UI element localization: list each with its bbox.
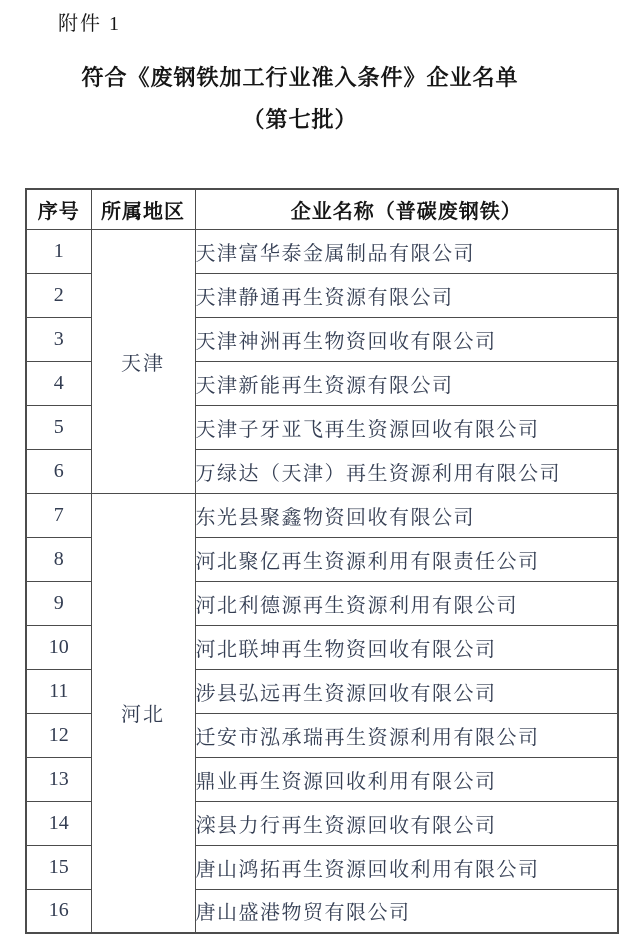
attachment-label: 附件 1 — [58, 13, 121, 35]
serial-number-cell: 7 — [26, 493, 91, 537]
serial-number-cell: 16 — [26, 889, 91, 933]
serial-number-cell: 13 — [26, 757, 91, 801]
company-name-cell: 唐山盛港物贸有限公司 — [195, 889, 618, 933]
company-name-cell: 滦县力行再生资源回收有限公司 — [195, 801, 618, 845]
serial-number-cell: 3 — [26, 317, 91, 361]
serial-number-cell: 11 — [26, 669, 91, 713]
company-name-cell: 迁安市泓承瑞再生资源利用有限公司 — [195, 713, 618, 757]
company-name-cell: 河北联坤再生物资回收有限公司 — [195, 625, 618, 669]
document-title — [0, 64, 600, 134]
table-header-row — [26, 189, 618, 229]
company-name-cell: 鼎业再生资源回收利用有限公司 — [195, 757, 618, 801]
region-cell: 河北 — [91, 493, 195, 933]
serial-number-cell: 15 — [26, 845, 91, 889]
company-name-cell: 东光县聚鑫物资回收有限公司 — [195, 493, 618, 537]
serial-number-cell: 12 — [26, 713, 91, 757]
company-name-cell: 唐山鸿拓再生资源回收利用有限公司 — [195, 845, 618, 889]
serial-number-cell: 14 — [26, 801, 91, 845]
header-company-name: 企业名称（普碳废钢铁） — [195, 189, 618, 229]
company-name-cell: 天津静通再生资源有限公司 — [195, 273, 618, 317]
serial-number-cell: 8 — [26, 537, 91, 581]
company-name-cell: 天津新能再生资源有限公司 — [195, 361, 618, 405]
serial-number-cell: 6 — [26, 449, 91, 493]
serial-number-cell: 1 — [26, 229, 91, 273]
serial-number-cell: 4 — [26, 361, 91, 405]
serial-number-cell: 5 — [26, 405, 91, 449]
company-list-table — [25, 188, 619, 934]
serial-number-cell: 2 — [26, 273, 91, 317]
table-row — [26, 229, 618, 273]
company-name-cell: 天津神洲再生物资回收有限公司 — [195, 317, 618, 361]
table-row — [26, 493, 618, 537]
company-name-cell: 天津子牙亚飞再生资源回收有限公司 — [195, 405, 618, 449]
header-region: 所属地区 — [91, 189, 195, 229]
header-serial-number: 序号 — [26, 189, 91, 229]
serial-number-cell: 9 — [26, 581, 91, 625]
company-name-cell: 河北利德源再生资源利用有限公司 — [195, 581, 618, 625]
company-name-cell: 河北聚亿再生资源利用有限责任公司 — [195, 537, 618, 581]
company-name-cell: 万绿达（天津）再生资源利用有限公司 — [195, 449, 618, 493]
company-name-cell: 涉县弘远再生资源回收有限公司 — [195, 669, 618, 713]
region-cell: 天津 — [91, 229, 195, 493]
title-line-1: 符合《废钢铁加工行业准入条件》企业名单 — [81, 65, 519, 90]
title-line-2: （第七批） — [242, 107, 358, 132]
serial-number-cell: 10 — [26, 625, 91, 669]
company-name-cell: 天津富华泰金属制品有限公司 — [195, 229, 618, 273]
